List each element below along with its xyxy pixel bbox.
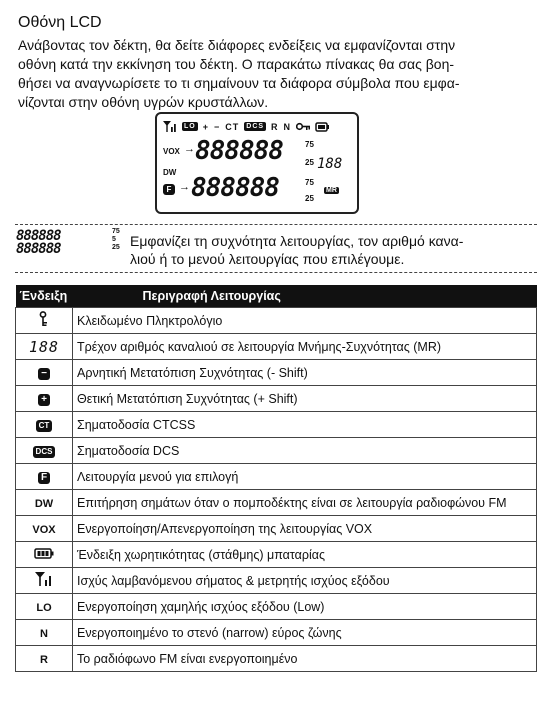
legend-line: Εμφανίζει τη συχνότητα λειτουργίας, τον αριθμό κανα-: [130, 233, 464, 249]
intro-line: νίζονται στην οθόνη υγρών κρυστάλλων.: [18, 94, 269, 110]
intro-line: θήσει να αναγνωρίσετε το τι σημαίνουν τα διάφορα σύμβολα που εμφα-: [18, 75, 460, 91]
intro-line: Ανάβοντας τον δέκτη, θα δείτε διάφορες ενδείξεις να εμφανίζονται στην: [18, 37, 456, 53]
lcd-r-icon: R: [271, 121, 279, 132]
function-f-icon: F: [38, 472, 50, 484]
lcd-vox-label: VOX: [163, 147, 180, 156]
lcd-ct-icon: CT: [225, 121, 240, 132]
signal-icon: [163, 121, 177, 132]
plus-icon: +: [38, 394, 50, 406]
intro-paragraph: [18, 36, 538, 112]
dcs-icon: DCS: [33, 446, 56, 458]
row-description: Σηματοδοσία DCS: [73, 438, 537, 464]
n-label: N: [40, 627, 48, 640]
row-description: Τρέχον αριθμός καναλιού σε λειτουργία Μνήμης-Συχνότητας (MR): [73, 334, 537, 360]
lcd-f-badge: F: [163, 184, 175, 195]
legend-description: [130, 232, 535, 268]
table-row: [16, 412, 537, 438]
lcd-dw-label: DW: [163, 168, 177, 177]
row-description: Ενεργοποίηση χαμηλής ισχύος εξόδου (Low): [73, 594, 537, 620]
row-description: Ένδειξη χωρητικότητας (στάθμης) μπαταρίας: [73, 542, 537, 568]
lcd-upper-25: 25: [305, 158, 314, 167]
legend-digit-icon: [16, 230, 124, 256]
lcd-display-diagram: [155, 112, 359, 214]
table-row: [16, 464, 537, 490]
table-row: [16, 308, 537, 334]
dw-label: DW: [34, 497, 54, 510]
lcd-lower-digits: 888888: [191, 173, 279, 203]
row-description: Ενεργοποιημένο το στενό (narrow) εύρος ζώνης: [73, 620, 537, 646]
lcd-top-icon-row: [163, 121, 329, 132]
lcd-n-icon: N: [283, 121, 292, 132]
table-row: [16, 620, 537, 646]
section-divider: [15, 272, 537, 273]
lcd-lower-25: 25: [305, 194, 314, 203]
table-row: [16, 542, 537, 568]
indicator-table: [15, 285, 537, 672]
channel-digits-icon: 188: [28, 337, 60, 356]
key-icon: [39, 311, 49, 327]
lcd-upper-75: 75: [305, 140, 314, 149]
table-row: [16, 360, 537, 386]
legend-line: λιού ή το μενού λειτουργίας που επιλέγουμε.: [130, 251, 405, 267]
key-icon: [296, 122, 310, 131]
legend-sub-labels: 75 5 25: [112, 228, 120, 251]
signal-icon: [35, 572, 53, 586]
arrow-right-icon: →: [184, 143, 195, 155]
battery-icon: [34, 548, 54, 559]
lcd-mr-badge: MR: [326, 187, 337, 194]
lcd-plus-icon: +: [202, 121, 209, 132]
header-description: Περιγραφή Λειτουργίας: [73, 285, 537, 308]
lcd-lo-icon: LO: [184, 123, 196, 130]
section-divider: [15, 224, 537, 225]
legend-digits-row: 888888: [16, 241, 61, 257]
table-row: [16, 646, 537, 672]
section-title: Οθόνη LCD: [18, 14, 102, 31]
table-row: [16, 334, 537, 360]
arrow-right-icon: →: [179, 181, 190, 193]
intro-line: οθόνη κατά την εκκίνηση του δέκτη. Ο παρακάτω πίνακας θα σας βοη-: [18, 56, 455, 72]
table-row: [16, 516, 537, 542]
row-description: Το ραδιόφωνο FM είναι ενεργοποιημένο: [73, 646, 537, 672]
table-row: [16, 594, 537, 620]
ct-icon: CT: [36, 420, 53, 432]
row-description: Αρνητική Μετατόπιση Συχνότητας (- Shift): [73, 360, 537, 386]
row-description: Σηματοδοσία CTCSS: [73, 412, 537, 438]
table-row: [16, 438, 537, 464]
table-row: [16, 490, 537, 516]
lo-label: LO: [36, 601, 52, 614]
lcd-channel-digits: 188: [317, 156, 343, 172]
lcd-upper-digits: 888888: [195, 136, 283, 166]
row-description: Θετική Μετατόπιση Συχνότητας (+ Shift): [73, 386, 537, 412]
row-description: Ενεργοποίηση/Απενεργοποίηση της λειτουργίας VOX: [73, 516, 537, 542]
lcd-lower-75: 75: [305, 178, 314, 187]
battery-icon: [315, 122, 329, 132]
row-description: Λειτουργία μενού για επιλογή: [73, 464, 537, 490]
table-header-row: [16, 285, 537, 308]
minus-icon: −: [38, 368, 50, 380]
lcd-minus-icon: −: [214, 121, 221, 132]
row-description: Κλειδωμένο Πληκτρολόγιο: [73, 308, 537, 334]
row-description: Ισχύς λαμβανόμενου σήματος & μετρητής ισχύος εξόδου: [73, 568, 537, 594]
legend-digits-row: 888888: [16, 228, 61, 244]
table-row: [16, 568, 537, 594]
table-row: [16, 386, 537, 412]
r-label: R: [40, 653, 48, 666]
lcd-dcs-icon: DCS: [246, 123, 265, 130]
row-description: Επιτήρηση σημάτων όταν ο πομποδέκτης είναι σε λειτουργία ραδιοφώνου FM: [73, 490, 537, 516]
vox-label: VOX: [32, 523, 56, 536]
header-indicator: Ένδειξη: [16, 285, 73, 308]
